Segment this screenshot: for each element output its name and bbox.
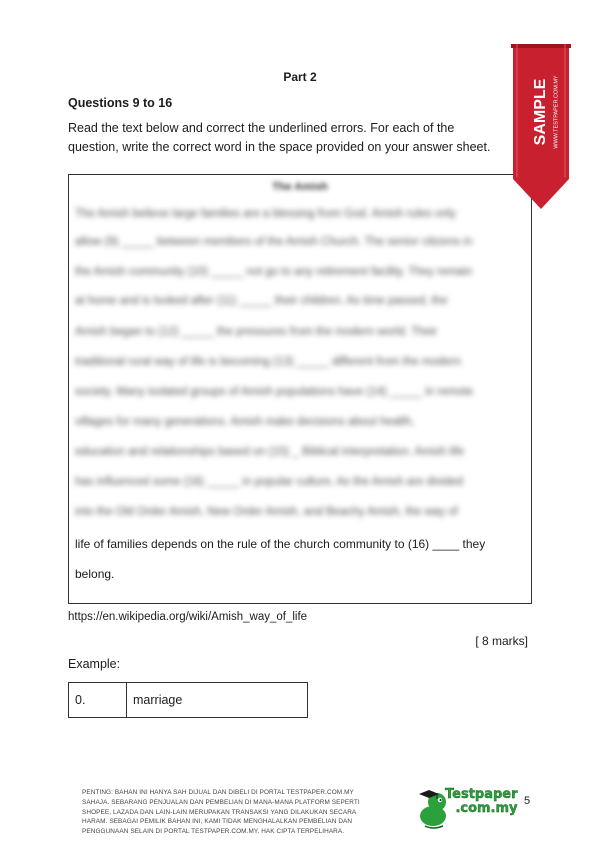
testpaper-logo [415, 784, 519, 832]
ribbon-url: WWW.TESTPAPER.COM.MY [553, 75, 560, 149]
passage-line-blurred: the Amish community (10) _____ not go to any retirement facility. They remain [75, 266, 473, 278]
sample-ribbon [511, 44, 571, 209]
example-answer: marriage [127, 683, 308, 718]
passage-line: life of families depends on the rule of the church community to (16) ____ they [75, 537, 486, 551]
example-table [68, 682, 308, 718]
instruction-line: Read the text below and correct the underlined errors. For each of the [68, 121, 455, 135]
passage-line-blurred: Amish began to (12) _____ the pressures from the modern world. Their [75, 326, 438, 338]
passage-line-blurred: traditional rural way of life is becoming (13) _____ different from the modern [75, 356, 461, 368]
passage-line: belong. [75, 567, 115, 581]
footer-line: PENTING: BAHAN INI HANYA SAH DIJUAL DAN DIBELI DI PORTAL TESTPAPER.COM.MY [82, 789, 354, 796]
table-row [69, 683, 308, 718]
instructions [68, 119, 533, 157]
instruction-line: question, write the correct word in the space provided on your answer sheet. [68, 140, 491, 154]
logo-line-2: .com.my [455, 801, 518, 816]
footer-note [82, 788, 402, 837]
passage-line-blurred: education and relationships based on (15) _ Biblical interpretation. Amish life [75, 446, 465, 458]
passage-line-blurred: into the Old Order Amish, New Order Amish, and Beachy Amish, the way of [75, 506, 458, 518]
passage-title: The Amish [272, 181, 328, 193]
logo-line-1: Testpaper [445, 787, 518, 802]
passage-line-blurred: villages for many generations. Amish make decisions about health, [75, 416, 415, 428]
footer-line: SHOPEE, LAZADA DAN LAIN-LAIN MERUPAKAN TRANSAKSI YANG DILAKUKAN SECARA [82, 808, 357, 816]
footer-line: PENGGUNAAN SELAIN DI PORTAL TESTPAPER.COM.MY. HAK CIPTA TERPELIHARA. [82, 828, 345, 836]
ribbon-label: SAMPLE [532, 78, 550, 146]
logo-text [445, 788, 518, 816]
passage-line-blurred: society. Many isolated groups of Amish populations have (14) _____ in remote [75, 386, 474, 398]
marks-label: [ 8 marks] [475, 634, 528, 648]
passage-line-blurred: The Amish believe large families are a blessing from God. Amish rules only [75, 208, 456, 220]
passage-line-blurred: at home and is looked after (11) _____ their children. As time passed, the [75, 295, 448, 307]
source-link: https://en.wikipedia.org/wiki/Amish_way_of_life [68, 611, 308, 623]
passage-line-blurred: has influenced some (16) _____ in popular culture. As the Amish are divided [75, 476, 464, 488]
example-number: 0. [69, 683, 127, 718]
example-label: Example: [68, 657, 121, 671]
page-number: 5 [524, 795, 531, 807]
footer-line: HARAM. SEBAGAI PEMILIK BAHAN INI, KAMI TIDAK MENGHALALKAN PEMBELIAN DAN [82, 818, 353, 826]
footer-line: SAHAJA. SEBARANG PENJUALAN DAN PEMBELIAN DI MANA-MANA PLATFORM SEPERTI [82, 798, 360, 806]
part-title: Part 2 [283, 70, 317, 84]
questions-heading: Questions 9 to 16 [68, 96, 173, 110]
passage-line-blurred: allow (9) _____ between members of the Amish Church. The senior citizens in [75, 236, 473, 248]
passage-box [68, 174, 532, 604]
